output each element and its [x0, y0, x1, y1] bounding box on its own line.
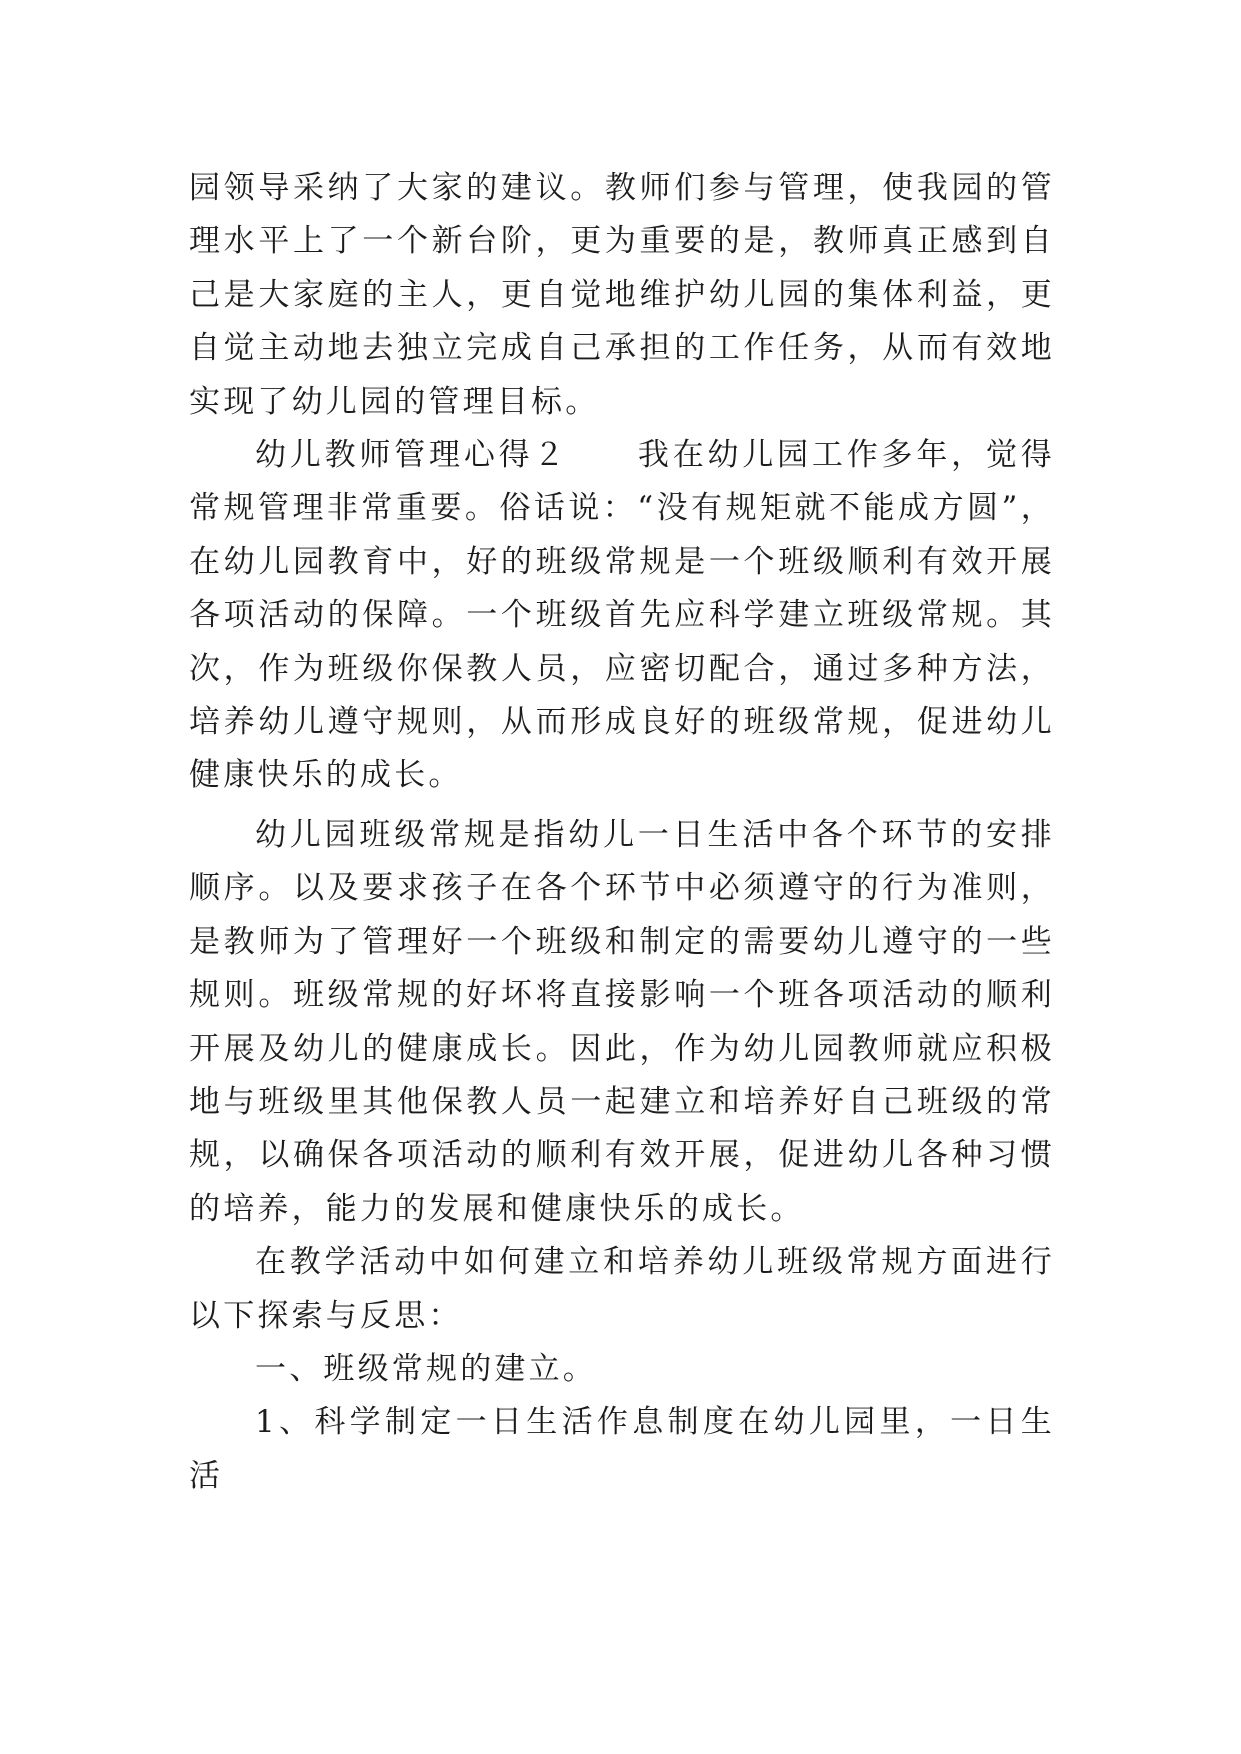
paragraph-heading-2: 幼儿教师管理心得２ 我在幼儿园工作多年，觉得常规管理非常重要。俗话说：“没有规矩就不能成方圆”，在幼儿园教育中，好的班级常规是一个班级顺利有效开展各项活动的保障。一个班级首先应科学建立班级常规。其次，作为班级你保教人员，应密切配合，通过多种方法，培养幼儿遵守规则，从而形成良好的班级常规，促进幼儿健康快乐的成长。 — [189, 437, 1055, 794]
paragraph-continuation: 园领导采纳了大家的建议。教师们参与管理，使我园的管理水平上了一个新台阶，更为重要的是，教师真正感到自己是大家庭的主人，更自觉地维护幼儿园的集体利益，更自觉主动地去独立完成自己承担的工作任务，从而有效地实现了幼儿园的管理目标。 — [189, 170, 1055, 420]
document-body — [189, 162, 1055, 1503]
paragraph-class-routine: 幼儿园班级常规是指幼儿一日生活中各个环节的安排顺序。以及要求孩子在各个环节中必须遵守的行为准则，是教师为了管理好一个班级和制定的需要幼儿遵守的一些规则。班级常规的好坏将直接影响一个班各项活动的顺利开展及幼儿的健康成长。因此，作为幼儿园教师就应积极地与班级里其他保教人员一起建立和培养好自己班级的常规，以确保各项活动的顺利有效开展，促进幼儿各种习惯的培养，能力的发展和健康快乐的成长。 — [189, 816, 1055, 1227]
subsection-heading-1: 1、科学制定一日生活作息制度在幼儿园里，一日生活 — [189, 1404, 1055, 1494]
section-heading-1: 一、班级常规的建立。 — [255, 1350, 597, 1387]
paragraph-exploration: 在教学活动中如何建立和培养幼儿班级常规方面进行以下探索与反思： — [189, 1244, 1055, 1334]
